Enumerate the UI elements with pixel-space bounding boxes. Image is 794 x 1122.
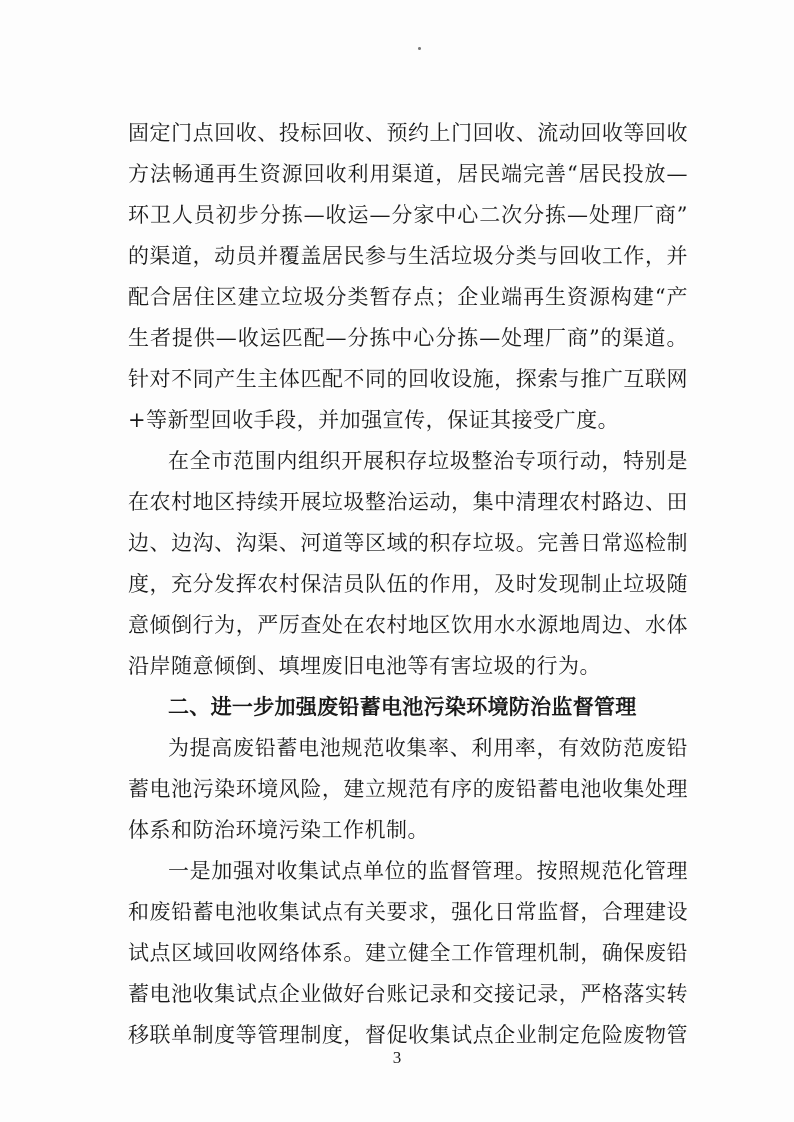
text-line: 的渠道，动员并覆盖居民参与生活垃圾分类与回收工作，并 [128,244,688,268]
text-line: 一是加强对收集试点单位的监督管理。按照规范化管理 [168,859,688,883]
text-line: 移联单制度等管理制度，督促收集试点企业制定危险废物管 [128,1023,688,1047]
text-line: 试点区域回收网络体系。建立健全工作管理机制，确保废铅 [128,941,688,965]
text-line: 为提高废铅蓄电池规范收集率、利用率，有效防范废铅 [168,736,688,760]
text-line: 意倾倒行为，严厉查处在农村地区饮用水水源地周边、水体 [128,613,688,637]
text-line: 在全市范围内组织开展积存垃圾整治专项行动，特别是 [168,449,688,473]
text-line: 在农村地区持续开展垃圾整治运动，集中清理农村路边、田 [128,490,688,514]
text-line: 配合居住区建立垃圾分类暂存点；企业端再生资源构建“产 [128,285,688,309]
text-line: 针对不同产生主体匹配不同的回收设施，探索与推广互联网 [128,367,688,391]
text-line: 蓄电池污染环境风险，建立规范有序的废铅蓄电池收集处理 [128,777,688,801]
text-line: 边、边沟、沟渠、河道等区域的积存垃圾。完善日常巡检制 [128,531,688,555]
text-line: 体系和防治环境污染工作机制。 [128,818,429,842]
text-line: 方法畅通再生资源回收利用渠道，居民端完善“居民投放— [128,162,688,186]
text-line: 和废铅蓄电池收集试点有关要求，强化日常监督，合理建设 [128,900,688,924]
scan-speck [418,47,421,50]
page-number: 3 [392,1048,402,1067]
text-line: 度，充分发挥农村保洁员队伍的作用，及时发现制止垃圾随 [128,572,688,596]
text-line: 沿岸随意倾倒、填埋废旧电池等有害垃圾的行为。 [128,654,601,678]
text-line: 生者提供—收运匹配—分拣中心分拣—处理厂商”的渠道。 [128,326,688,350]
section-heading: 二、进一步加强废铅蓄电池污染环境防治监督管理 [168,695,637,719]
text-line: 环卫人员初步分拣—收运—分家中心二次分拣—处理厂商” [128,203,688,227]
text-line: 固定门点回收、投标回收、预约上门回收、流动回收等回收 [128,121,688,145]
text-line: 蓄电池收集试点企业做好台账记录和交接记录，严格落实转 [128,982,688,1006]
text-line: +等新型回收手段，并加强宣传，保证其接受广度。 [128,408,620,432]
